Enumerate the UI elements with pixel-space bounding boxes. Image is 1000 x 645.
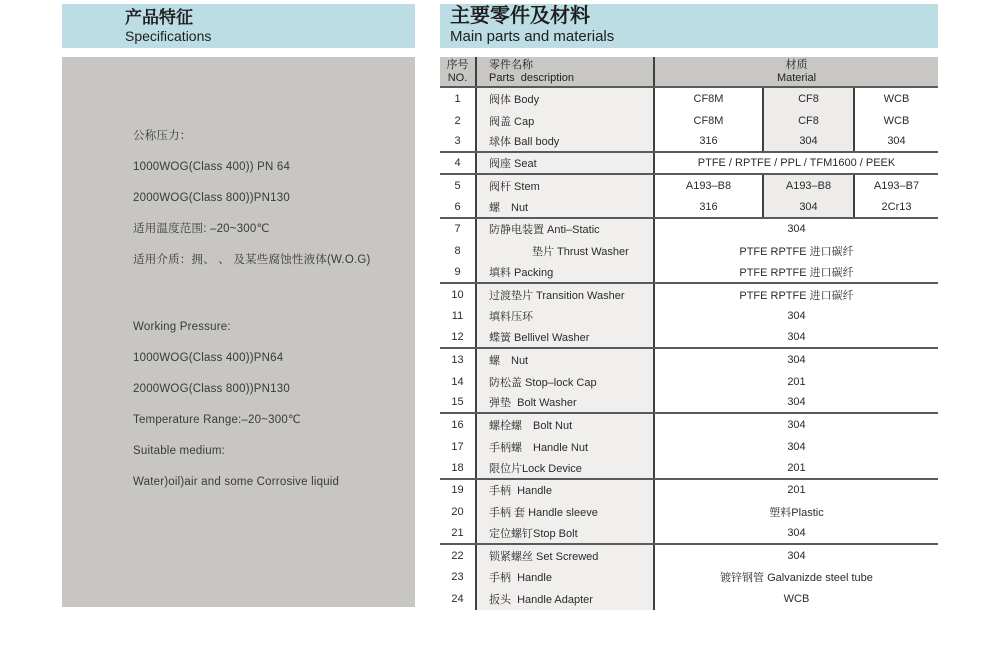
table-row (440, 175, 938, 197)
part-name-cell: 螺 Nut (477, 197, 655, 217)
material-value-cell: 201 (787, 461, 806, 474)
part-name-cell: 扳头 Handle Adapter (477, 588, 655, 610)
material-cells (655, 371, 938, 393)
row-number-cell: 8 (440, 240, 477, 262)
material-cells (655, 153, 938, 173)
part-name-cell: 过渡垫片 Transition Washer (477, 284, 655, 306)
parts-materials-title-en: Main parts and materials (450, 28, 615, 45)
material-value-cell: PTFE RPTFE 进口碳纤 (739, 266, 854, 279)
specifications-title-zh: 产品特征 (125, 8, 193, 27)
material-cells (655, 240, 938, 262)
spec-line: Temperature Range:–20~300℃ (133, 414, 302, 426)
table-row (440, 88, 938, 110)
part-name-cell: 填料压环 (477, 306, 655, 328)
header-no-en: NO. (447, 72, 468, 84)
table-row (440, 480, 938, 502)
material-cells (655, 88, 938, 110)
spec-line: 适用温度范围: –20~300℃ (133, 223, 270, 235)
row-number-cell: 6 (440, 197, 477, 217)
material-value-cell: WCB (853, 110, 938, 132)
row-number-cell: 5 (440, 175, 477, 197)
table-row (440, 110, 938, 132)
material-cells (655, 219, 938, 241)
table-row (440, 393, 938, 415)
material-value-cell: WCB (783, 593, 810, 606)
material-value-cell: A193–B7 (853, 175, 938, 197)
table-row (440, 436, 938, 458)
parts-materials-table (440, 57, 938, 610)
header-no-zh: 序号 (446, 59, 469, 71)
part-name-cell: 防松盖 Stop–lock Cap (477, 371, 655, 393)
material-cells (655, 327, 938, 347)
material-cells (655, 110, 938, 132)
material-cells (655, 501, 938, 523)
part-name-cell: 阀体 Body (477, 88, 655, 110)
material-value-cell: WCB (853, 88, 938, 110)
row-number-cell: 19 (440, 480, 477, 502)
specifications-panel (62, 57, 415, 607)
row-number-cell: 3 (440, 132, 477, 152)
part-name-cell: 球体 Ball body (477, 132, 655, 152)
header-parts-en: Parts description (489, 72, 574, 84)
part-name-cell: 螺 Nut (477, 349, 655, 371)
material-value-cell: 304 (787, 549, 806, 562)
row-number-cell: 4 (440, 153, 477, 173)
row-number-cell: 20 (440, 501, 477, 523)
row-number-cell: 13 (440, 349, 477, 371)
material-value-cell: 304 (762, 132, 853, 152)
material-cells (655, 480, 938, 502)
material-cells (655, 262, 938, 282)
material-value-cell: A193–B8 (762, 175, 853, 197)
spec-line: 2000WOG(Class 800))PN130 (133, 192, 290, 204)
table-row (440, 240, 938, 262)
parts-materials-title-zh: 主要零件及材料 (450, 5, 590, 27)
material-value-cell: 316 (699, 200, 718, 213)
material-cells (655, 567, 938, 589)
table-row (440, 501, 938, 523)
specifications-title-en: Specifications (125, 28, 212, 44)
material-value-cell: 304 (787, 310, 806, 323)
table-row (440, 327, 938, 349)
material-value-cell: 304 (787, 331, 806, 344)
spec-line: 适用介质：拥、 、 及某些腐蚀性液体(W.O.G) (133, 254, 371, 266)
part-name-cell: 手柄 Handle (477, 567, 655, 589)
part-name-cell: 垫片 Thrust Washer (477, 240, 655, 262)
table-row (440, 306, 938, 328)
row-number-cell: 14 (440, 371, 477, 393)
row-number-cell: 11 (440, 306, 477, 328)
header-parts-cell (477, 57, 655, 86)
material-value-cell: 304 (762, 197, 853, 217)
table-row (440, 153, 938, 175)
row-number-cell: 23 (440, 567, 477, 589)
material-value-cell: CF8M (693, 114, 724, 127)
material-cells (655, 349, 938, 371)
table-row (440, 545, 938, 567)
row-number-cell: 24 (440, 588, 477, 610)
material-cells (655, 306, 938, 328)
spec-line: 1000WOG(Class 400))PN64 (133, 352, 284, 364)
material-value-cell: 304 (787, 353, 806, 366)
material-value-cell: 316 (699, 135, 718, 148)
row-number-cell: 21 (440, 523, 477, 543)
material-value-cell: 304 (787, 223, 806, 236)
part-name-cell: 填料 Packing (477, 262, 655, 282)
material-value-cell: 镀锌钢管 Galvanizde steel tube (720, 572, 873, 585)
material-value-cell: 304 (853, 132, 938, 152)
material-value-cell: 304 (787, 440, 806, 453)
part-name-cell: 螺栓螺 Bolt Nut (477, 414, 655, 436)
parts-materials-header (440, 4, 938, 48)
part-name-cell: 弹垫 Bolt Washer (477, 393, 655, 413)
table-row (440, 523, 938, 545)
part-name-cell: 手柄 Handle (477, 480, 655, 502)
table-row (440, 284, 938, 306)
header-material-zh: 材质 (785, 59, 808, 71)
spec-line: Water)oil)air and some Corrosive liquid (133, 476, 340, 488)
material-value-cell: 201 (787, 375, 806, 388)
spec-line: Working Pressure: (133, 321, 231, 333)
header-parts-zh: 零件名称 (489, 59, 533, 71)
part-name-cell: 锁紧螺丝 Set Screwed (477, 545, 655, 567)
row-number-cell: 16 (440, 414, 477, 436)
row-number-cell: 1 (440, 88, 477, 110)
header-material-en: Material (776, 72, 817, 84)
part-name-cell: 手柄螺 Handle Nut (477, 436, 655, 458)
spec-line: 2000WOG(Class 800))PN130 (133, 383, 290, 395)
table-header-row (440, 57, 938, 88)
part-name-cell: 阀杆 Stem (477, 175, 655, 197)
row-number-cell: 15 (440, 393, 477, 413)
row-number-cell: 7 (440, 219, 477, 241)
material-value-cell: 201 (787, 484, 806, 497)
table-body (440, 88, 938, 610)
material-value-cell: PTFE RPTFE 进口碳纤 (739, 289, 854, 302)
table-row (440, 414, 938, 436)
material-cells (655, 588, 938, 610)
row-number-cell: 17 (440, 436, 477, 458)
material-cells (655, 132, 938, 152)
part-name-cell: 限位片Lock Device (477, 458, 655, 478)
header-material-cell (655, 57, 938, 86)
table-row (440, 371, 938, 393)
material-value-cell: 2Cr13 (853, 197, 938, 217)
spec-line: 1000WOG(Class 400)) PN 64 (133, 161, 291, 173)
material-cells (655, 175, 938, 197)
material-cells (655, 393, 938, 413)
material-value-cell: 304 (787, 396, 806, 409)
row-number-cell: 10 (440, 284, 477, 306)
row-number-cell: 12 (440, 327, 477, 347)
part-name-cell: 蝶簧 Bellivel Washer (477, 327, 655, 347)
table-row (440, 219, 938, 241)
table-row (440, 197, 938, 219)
header-no-cell (440, 57, 477, 86)
spec-line: Suitable medium: (133, 445, 226, 457)
row-number-cell: 22 (440, 545, 477, 567)
material-cells (655, 197, 938, 217)
material-cells (655, 523, 938, 543)
table-row (440, 132, 938, 154)
part-name-cell: 定位螺钉Stop Bolt (477, 523, 655, 543)
material-cells (655, 284, 938, 306)
material-cells (655, 545, 938, 567)
material-cells (655, 458, 938, 478)
material-value-cell: CF8 (762, 110, 853, 132)
part-name-cell: 阀盖 Cap (477, 110, 655, 132)
material-value-cell: CF8M (693, 92, 724, 105)
part-name-cell: 阀座 Seat (477, 153, 655, 173)
material-value-cell: A193–B8 (685, 179, 732, 192)
table-row (440, 458, 938, 480)
material-value-cell: 304 (787, 526, 806, 539)
material-cells (655, 436, 938, 458)
part-name-cell: 手柄 套 Handle sleeve (477, 501, 655, 523)
table-row (440, 588, 938, 610)
row-number-cell: 18 (440, 458, 477, 478)
spec-line: 公称压力： (133, 130, 192, 142)
table-row (440, 262, 938, 284)
part-name-cell: 防静电装置 Anti–Static (477, 219, 655, 241)
material-value-cell: PTFE RPTFE 进口碳纤 (739, 246, 854, 259)
row-number-cell: 2 (440, 110, 477, 132)
material-cells (655, 414, 938, 436)
material-value-cell: CF8 (762, 88, 853, 110)
table-row (440, 567, 938, 589)
material-value-cell: PTFE / RPTFE / PPL / TFM1600 / PEEK (697, 157, 896, 170)
row-number-cell: 9 (440, 262, 477, 282)
table-row (440, 349, 938, 371)
specifications-header (62, 4, 415, 48)
material-value-cell: 304 (787, 419, 806, 432)
material-value-cell: 塑料Plastic (769, 507, 824, 520)
